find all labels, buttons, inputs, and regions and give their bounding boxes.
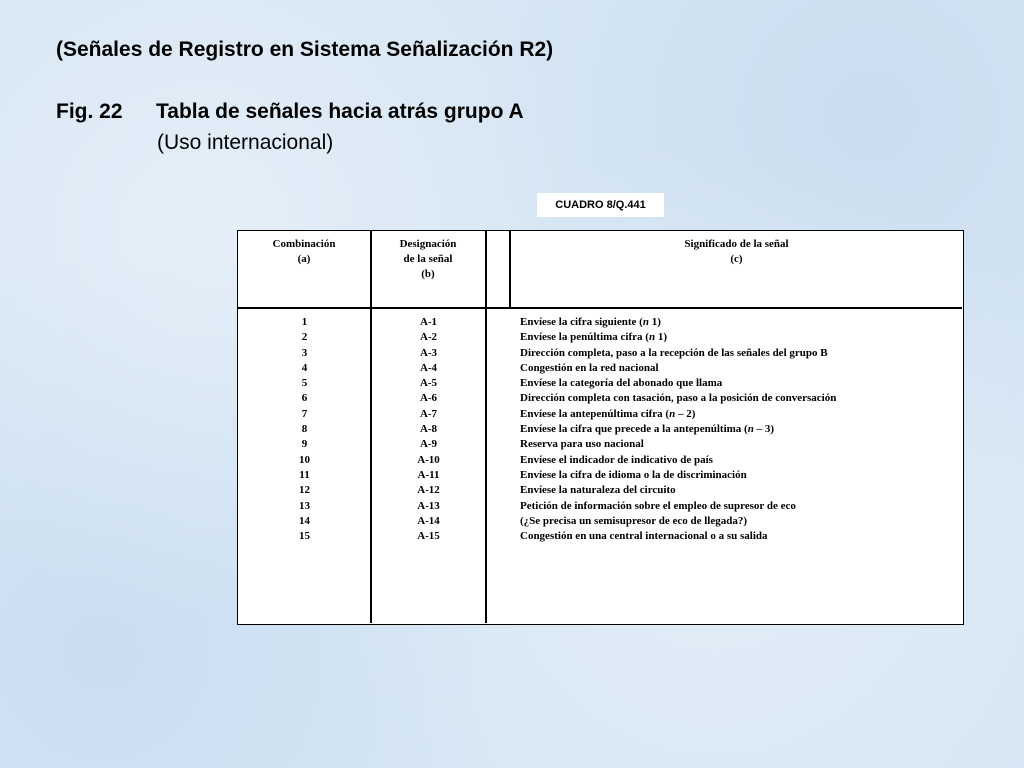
- figure-subtitle: (Uso internacional): [157, 131, 334, 154]
- designation-cell: A-15: [417, 530, 440, 543]
- combination-cell: 9: [301, 438, 308, 451]
- header-meaning-label: Significado de la señal: [684, 238, 789, 250]
- designation-cell: A-9: [419, 438, 438, 451]
- meaning-text: Petición de información sobre el empleo de supresor de eco: [520, 499, 796, 512]
- table-reference-badge: CUADRO 8/Q.441: [537, 193, 664, 217]
- meaning-text: Dirección completa, paso a la recepción de las señales del grupo B: [520, 346, 828, 359]
- combination-cell: 4: [301, 361, 308, 374]
- designation-cell: A-10: [417, 453, 440, 466]
- meaning-text: Congestión en una central internacional o a su salida: [520, 530, 768, 543]
- meaning-variable: n: [648, 331, 656, 344]
- header-designation: [371, 237, 485, 282]
- combination-cell: 1: [301, 316, 308, 328]
- combination-cell: 8: [301, 423, 308, 436]
- combination-cell: 5: [301, 377, 308, 390]
- slide-title: (Señales de Registro en Sistema Señalización R2): [56, 38, 554, 61]
- meaning-text: Envíese la naturaleza del circuito: [520, 484, 676, 497]
- designation-cell: A-14: [417, 514, 440, 527]
- header-combination-tag: (a): [297, 253, 311, 265]
- designation-cell: A-5: [419, 377, 438, 390]
- figure-heading: [56, 100, 524, 124]
- meaning-text: Envíese la cifra que precede a la antepenúltima (: [520, 423, 748, 436]
- meaning-text: Envíese la antepenúltima cifra (: [520, 407, 670, 420]
- meaning-cell: [520, 514, 960, 529]
- header-designation-tag: (b): [421, 268, 435, 280]
- meaning-text: Congestión en la red nacional: [520, 361, 659, 374]
- header-combination: [238, 237, 370, 267]
- signals-table: [237, 230, 964, 625]
- designation-cell: A-4: [419, 361, 438, 374]
- meaning-column: [520, 315, 960, 544]
- meaning-cell: [520, 529, 960, 544]
- designation-cell: A-13: [417, 499, 440, 512]
- figure-caption: Tabla de señales hacia atrás grupo A: [156, 100, 524, 123]
- combination-cell: 7: [301, 407, 308, 420]
- header-combination-label: Combinación: [272, 238, 336, 250]
- combination-cell: 2: [301, 331, 308, 344]
- designation-cell: A-8: [419, 423, 438, 436]
- combination-cell: 6: [301, 392, 308, 405]
- designation-cell: A-7: [419, 407, 438, 420]
- meaning-cell: [520, 437, 960, 452]
- meaning-cell: [520, 315, 960, 330]
- combination-cell: 11: [299, 468, 310, 481]
- meaning-cell: [520, 453, 960, 468]
- meaning-text: Reserva para uso nacional: [520, 438, 644, 451]
- meaning-text: Envíese la categoría del abonado que llama: [520, 377, 723, 390]
- figure-number: Fig. 22: [56, 100, 123, 123]
- meaning-cell: [520, 422, 960, 437]
- designation-cell: A-11: [417, 468, 440, 481]
- meaning-text: – 3): [753, 423, 775, 436]
- meaning-cell: [520, 483, 960, 498]
- combination-cell: 14: [299, 514, 310, 527]
- header-designation-label: Designación: [399, 238, 457, 250]
- meaning-cell: [520, 499, 960, 514]
- meaning-cell: [520, 407, 960, 422]
- header-divider: [238, 307, 962, 309]
- meaning-cell: [520, 330, 960, 345]
- meaning-variable: n: [642, 316, 649, 328]
- combination-cell: 13: [299, 499, 310, 512]
- designation-cell: A-3: [419, 346, 438, 359]
- meaning-variable: n: [669, 407, 676, 420]
- header-meaning: [511, 237, 962, 267]
- combination-cell: 10: [299, 453, 310, 466]
- combination-cell: 15: [299, 530, 310, 543]
- meaning-text: Envíese el indicador de indicativo de país: [520, 453, 713, 466]
- meaning-cell: [520, 361, 960, 376]
- meaning-text: 1): [648, 316, 661, 328]
- meaning-text: Envíese la cifra de idioma o la de discriminación: [520, 468, 747, 481]
- header-meaning-tag: (c): [730, 253, 743, 265]
- meaning-variable: n: [747, 423, 754, 436]
- designation-cell: A-1: [419, 316, 438, 328]
- meaning-text: Dirección completa con tasación, paso a la posición de conversación: [520, 392, 837, 405]
- designation-cell: A-2: [419, 331, 438, 344]
- meaning-cell: [520, 376, 960, 391]
- meaning-text: 1): [655, 331, 667, 344]
- meaning-text: Envíese la cifra siguiente (: [520, 316, 643, 328]
- meaning-text: – 2): [675, 407, 696, 420]
- meaning-cell: [520, 391, 960, 406]
- designation-cell: A-12: [417, 484, 440, 497]
- meaning-cell: [520, 346, 960, 361]
- combination-cell: 3: [301, 346, 308, 359]
- header-designation-label-2: de la señal: [403, 253, 453, 265]
- designation-cell: A-6: [419, 392, 438, 405]
- meaning-text: Envíese la penúltima cifra (: [520, 331, 649, 344]
- meaning-cell: [520, 468, 960, 483]
- combination-column: [238, 315, 371, 544]
- meaning-text: (¿Se precisa un semisupresor de eco de llegada?): [520, 514, 748, 527]
- combination-cell: 12: [299, 484, 310, 497]
- designation-column: [371, 315, 486, 544]
